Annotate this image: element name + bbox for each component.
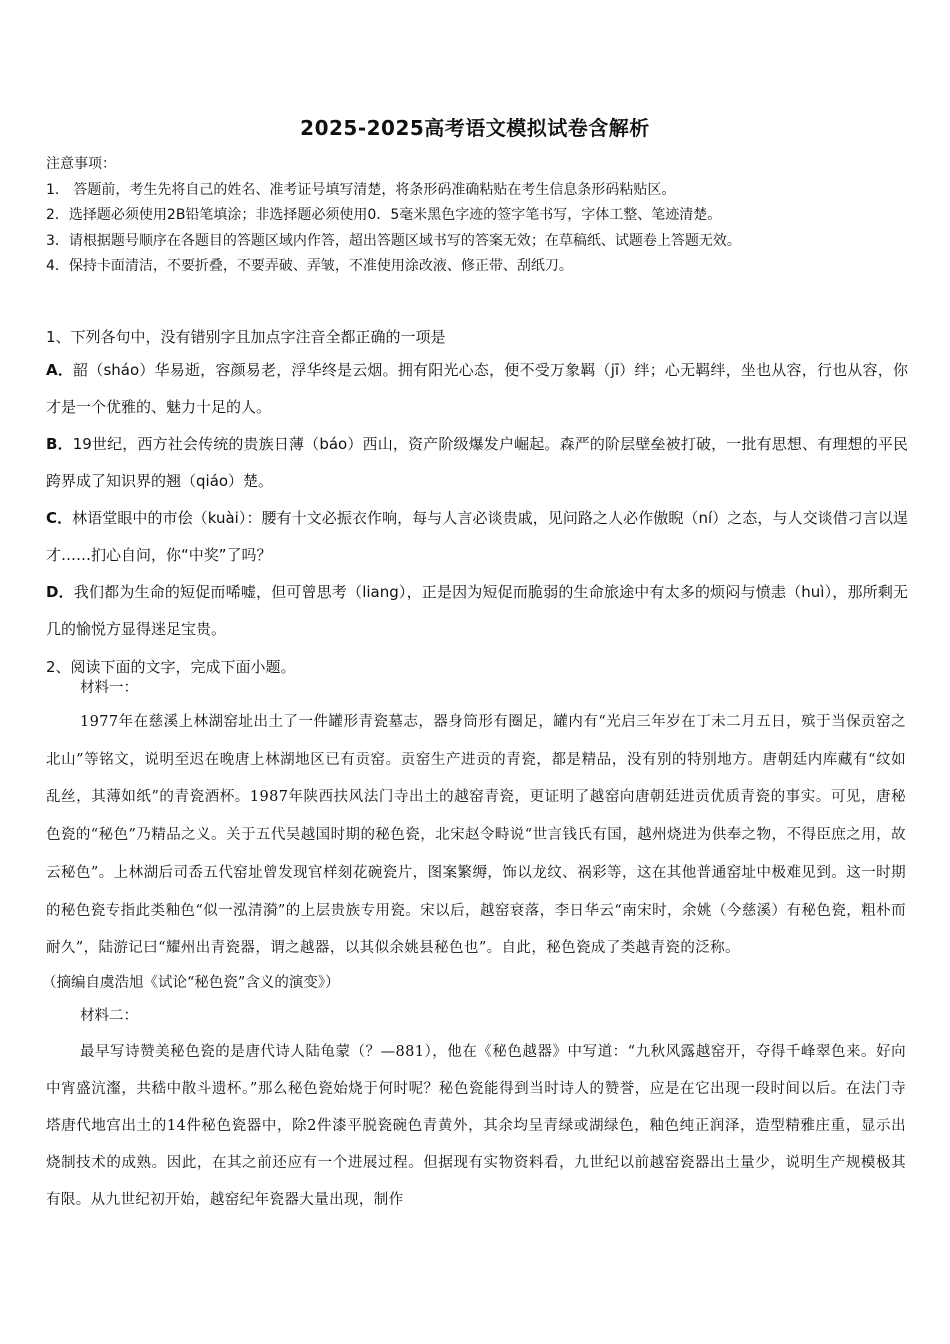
option-text: 我们都为生命的短促而唏嘘，但可曾思考（liang），正是因为短促而脆弱的生命旅途中有太多的烦闷与愤恚（huì），那所剩无几的愉悦方显得迷足宝贵。 [46, 583, 908, 638]
page-title: 2025-2025高考语文模拟试卷含解析 [300, 116, 650, 140]
material-2-text: 最早写诗赞美秘色瓷的是唐代诗人陆龟蒙（？—881），他在《秘色越器》中写道：“九秋风露越窑开，夺得千峰翠色来。好向中宵盛沆瀣，共嵇中散斗遗杯。”那么秘色瓷始烧于何时呢？秘色瓷能得到当时诗人的赞誉，应是在它出现一段时间以后。在法门寺塔唐代地宫出土的14件秘色瓷器中，除2件漆平脱瓷碗色青黄外，其余均呈青绿或湖绿色，釉色纯正润泽，造型精雅庄重，显示出烧制技术的成熟。因此，在其之前还应有一个进展过程。但据现有实物资料看，九世纪以前越窑瓷器出土量少，说明生产规模极其有限。从九世纪初开始，越窑纪年瓷器大量出现，制作 [46, 1043, 906, 1208]
notice-heading: 注意事项： [46, 156, 116, 172]
option-d [46, 574, 908, 648]
material-1-text: 1977年在慈溪上林湖窑址出土了一件罐形青瓷墓志，器身筒形有圈足，罐内有“光启三年岁在丁未二月五日，殡于当保贡窑之北山”等铭文，说明至迟在晚唐上林湖地区已有贡窑。贡窑生产进贡的青瓷，都是精品，没有别的特别地方。唐朝廷内库藏有“纹如乱丝，其薄如纸”的青瓷酒杯。1987年陕西扶风法门寺出土的越窑青瓷，更证明了越窑向唐朝廷进贡优质青瓷的事实。可见，唐秘色瓷的“秘色”乃精品之义。关于五代吴越国时期的秘色瓷，北宋赵令畤说“世言钱氏有国，越州烧进为供奉之物，不得臣庶之用，故云秘色”。上林湖后司岙五代窑址曾发现官样刻花碗瓷片，图案繁缛，饰以龙纹、祸彩等，这在其他普通窑址中极难见到。这一时期的秘色瓷专指此类釉色“似一泓清漪”的上层贵族专用瓷。宋以后，越窑衰落，李日华云“南宋时，余姚（今慈溪）有秘色瓷，粗朴而耐久”，陆游记曰“耀州出青瓷器，谓之越器，以其似余姚县秘色也”。自此，秘色瓷成了类越青瓷的泛称。 [46, 714, 906, 957]
option-key: B． [46, 435, 73, 453]
option-key: C． [46, 509, 73, 527]
question-2-stem: 2、阅读下面的文字，完成下面小题。 [46, 658, 296, 676]
option-b [46, 426, 908, 500]
option-key: A． [46, 361, 74, 379]
notice-item: 4．保持卡面清洁，不要折叠，不要弄破、弄皱，不准使用涂改液、修正带、刮纸刀。 [46, 258, 573, 274]
option-c [46, 500, 908, 574]
option-text: 19世纪，西方社会传统的贵族日薄（báo）西山，资产阶级爆发户崛起。森严的阶层壁垒被打破，一批有思想、有理想的平民跨界成了知识界的翘（qiáo）楚。 [46, 435, 908, 490]
option-a [46, 352, 908, 426]
reading-materials [42, 672, 906, 1219]
question-stem: 1、下列各句中，没有错别字且加点字注音全都正确的一项是 [46, 328, 446, 346]
notice-item: 3．请根据题号顺序在各题目的答题区域内作答，超出答题区域书写的答案无效；在草稿纸、试题卷上答题无效。 [46, 232, 741, 249]
option-key: D． [46, 583, 74, 601]
option-text: 林语堂眼中的市侩（kuài）：腰有十文必振衣作响，每与人言必谈贵戚，见问路之人必作傲睨（ní）之态，与人交谈借刁言以逞才……扪心自问，你“中奖”了吗？ [46, 509, 908, 564]
option-text: 韶（sháo）华易逝，容颜易老，浮华终是云烟。拥有阳光心态，便不受万象羁（jī）绊；心无羁绊，坐也从容，行也从容，你才是一个优雅的、魅力十足的人。 [46, 361, 908, 416]
material-1-source: （摘编自虞浩旭《试论“秘色瓷”含义的演变》） [42, 974, 340, 991]
material-1-label: 材料一： [80, 680, 138, 696]
material-2-label: 材料二： [80, 1007, 138, 1024]
question-1 [46, 322, 908, 682]
notice-section [46, 152, 906, 280]
notice-item: 1. 答题前，考生先将自己的姓名、准考证号填写清楚，将条形码准确粘贴在考生信息条形码粘贴区。 [46, 181, 676, 198]
notice-item: 2．选择题必须使用2B铅笔填涂；非选择题必须使用0．5毫米黑色字迹的签字笔书写，字体工整、笔迹清楚。 [46, 207, 722, 223]
